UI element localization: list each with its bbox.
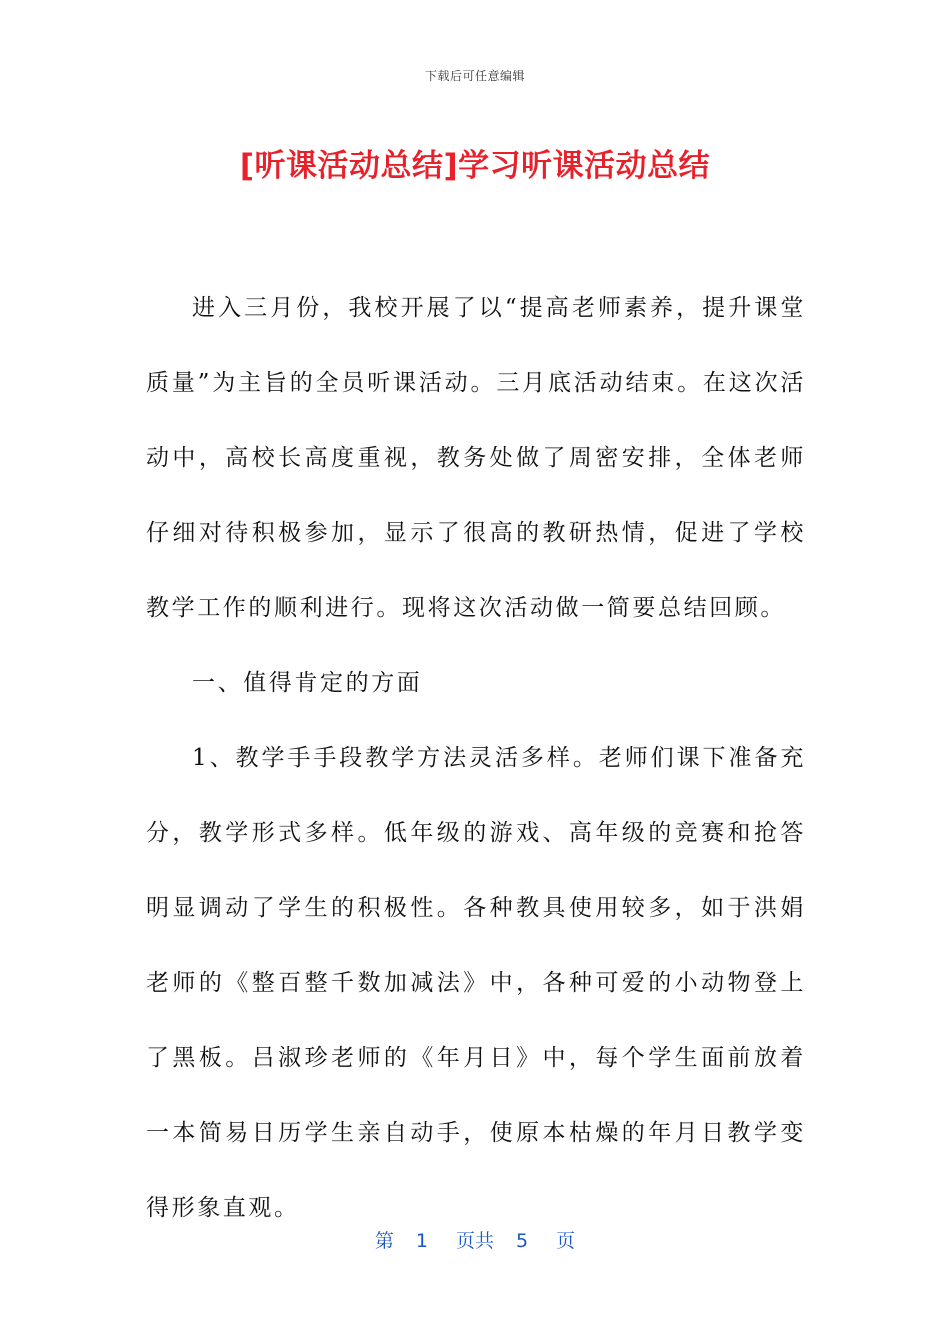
footer-page-prefix: 第 [374,1230,394,1252]
document-body [146,271,806,1246]
section-heading: 一、值得肯定的方面 [192,670,423,696]
paragraph-intro: 进入三月份，我校开展了以“提高老师素养，提升课堂质量”为主旨的全员听课活动。三月底活动结束。在这次活动中，高校长高度重视，教务处做了周密安排，全体老师仔细对待积极参加，显示了很高的教研热情，促进了学校教学工作的顺利进行。现将这次活动做一简要总结回顾。 [146,295,806,621]
header-note: 下载后可任意编辑 [424,69,525,83]
footer-page-number: 1 [415,1230,428,1252]
page-footer [0,1226,950,1253]
document-title: [听课活动总结]学习听课活动总结 [239,148,711,184]
footer-page-suffix: 页 [556,1230,576,1252]
footer-page-middle: 页共 [455,1230,494,1252]
footer-page-total: 5 [516,1230,529,1252]
paragraph-point-1: 1、教学手手段教学方法灵活多样。老师们课下准备充分，教学形式多样。低年级的游戏、高年级的竞赛和抢答明显调动了学生的积极性。各种教具使用较多，如于洪娟老师的《整百整千数加减法》中，各种可爱的小动物登上了黑板。吕淑珍老师的《年月日》中，每个学生面前放着一本简易日历学生亲自动手，使原本枯燥的年月日教学变得形象直观。 [146,745,806,1221]
